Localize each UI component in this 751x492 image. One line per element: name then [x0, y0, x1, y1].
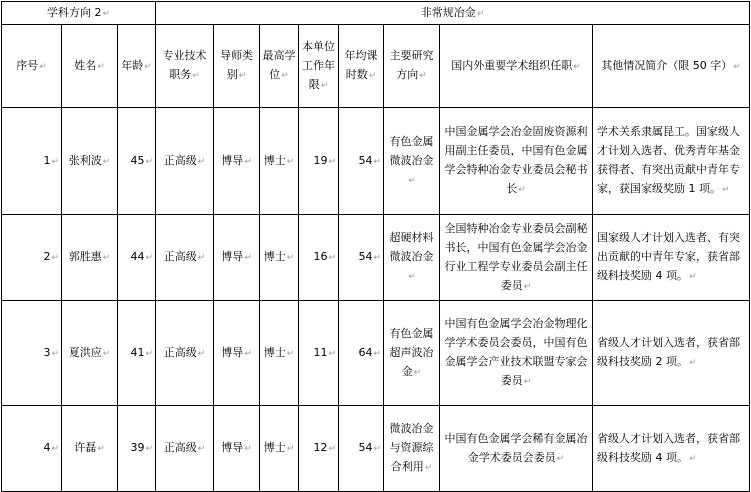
cell-research — [384, 301, 440, 406]
cell-years — [299, 108, 339, 215]
paragraph-mark: ↵ — [97, 444, 105, 454]
col-seq-text: 序号 — [16, 58, 39, 72]
col-years — [299, 25, 339, 108]
cell-degree-text: 博士 — [263, 441, 286, 454]
paragraph-mark: ↵ — [373, 253, 382, 263]
cell-name-text: 许磊 — [74, 441, 97, 454]
cell-years-text: 12 — [313, 441, 328, 454]
paragraph-mark: ↵ — [102, 348, 111, 359]
cell-name-text: 夏洪应 — [68, 345, 102, 359]
cell-age-text: 41 — [130, 345, 145, 359]
cell-age-text: 44 — [130, 250, 145, 263]
cell-research — [384, 215, 440, 301]
paragraph-mark: ↵ — [51, 156, 59, 167]
cell-seq-text: 2 — [43, 250, 51, 263]
cell-age-text: 39 — [130, 441, 145, 454]
paragraph-mark: ↵ — [424, 463, 433, 473]
table-row — [2, 215, 750, 301]
paragraph-mark: ↵ — [244, 348, 252, 359]
cell-other-text: 学术关系隶属昆工。国家级人才计划入选者、优秀青年基金获得者、有突出贡献中青年专家，获国家级奖励 1 项。 — [597, 125, 741, 195]
cell-degree — [260, 108, 299, 215]
cell-org — [440, 108, 593, 215]
cell-age — [118, 406, 156, 492]
cell-hours-text: 54 — [358, 441, 373, 454]
paragraph-mark: ↵ — [51, 348, 59, 359]
cell-other-text: 省级人才计划入选者，获省部级科技奖励 4 项。 — [597, 431, 741, 464]
cell-name-text: 张利波 — [68, 153, 102, 167]
paragraph-mark: ↵ — [689, 272, 697, 282]
cell-research-text: 微波冶金与资源综合利用 — [389, 422, 434, 473]
cell-degree — [260, 215, 299, 301]
col-tutor-text: 导师类别 — [220, 49, 254, 81]
table-row — [2, 301, 750, 406]
paragraph-mark: ↵ — [197, 348, 206, 359]
paragraph-mark: ↵ — [373, 156, 382, 167]
paragraph-mark: ↵ — [328, 156, 337, 167]
cell-title — [156, 215, 214, 301]
cell-org — [440, 406, 593, 492]
paragraph-mark: ↵ — [523, 281, 532, 292]
table-row — [2, 108, 750, 215]
cell-hours-text: 64 — [358, 345, 373, 359]
cell-hours-text: 54 — [358, 153, 373, 167]
col-name — [62, 25, 118, 108]
paragraph-mark: ↵ — [197, 156, 206, 167]
cell-seq — [2, 301, 62, 406]
col-name-text: 姓名 — [74, 58, 97, 72]
cell-research — [384, 406, 440, 492]
cell-title — [156, 301, 214, 406]
cell-years-text: 19 — [313, 153, 328, 167]
paragraph-mark: ↵ — [197, 444, 206, 454]
paragraph-mark: ↵ — [320, 80, 329, 91]
cell-org — [440, 215, 593, 301]
cell-name — [62, 215, 118, 301]
col-years-text: 本单位工作年限 — [302, 39, 336, 91]
cell-age-text: 45 — [130, 153, 145, 167]
paragraph-mark: ↵ — [413, 367, 422, 378]
cell-age — [118, 215, 156, 301]
cell-org-text: 中国有色金属学会冶金物理化学学术委员会委员，中国有色金属学会产业技术联盟专家会委员 — [444, 317, 588, 387]
paragraph-mark: ↵ — [144, 61, 152, 72]
cell-title-text: 正高级 — [163, 250, 197, 263]
cell-hours-text: 54 — [358, 250, 373, 263]
cell-age — [118, 301, 156, 406]
paragraph-mark: ↵ — [373, 348, 382, 359]
group-header-right — [156, 2, 750, 25]
col-research-text: 主要研究方向 — [389, 49, 434, 81]
cell-degree-text: 博士 — [263, 153, 286, 167]
cell-name-text: 郭胜惠 — [68, 250, 102, 263]
paragraph-mark: ↵ — [51, 444, 59, 454]
column-header-row — [2, 25, 750, 108]
paragraph-mark: ↵ — [286, 156, 295, 167]
cell-seq — [2, 215, 62, 301]
cell-research-text: 有色金属超声波冶金 — [389, 326, 434, 378]
col-degree — [260, 25, 299, 108]
group-header-left — [2, 2, 156, 25]
cell-years-text: 16 — [313, 250, 328, 263]
col-hours — [339, 25, 384, 108]
paragraph-mark: ↵ — [476, 8, 485, 19]
cell-org — [440, 301, 593, 406]
cell-seq-text: 4 — [43, 441, 51, 454]
paragraph-mark: ↵ — [408, 272, 416, 282]
col-other — [593, 25, 750, 108]
table-row — [2, 406, 750, 492]
paragraph-mark: ↵ — [97, 61, 105, 72]
paragraph-mark: ↵ — [286, 253, 295, 263]
cell-other-text: 国家级人才计划入选者、有突出贡献的中青年专家，获省部级科技奖励 4 项。 — [597, 231, 741, 282]
paragraph-mark: ↵ — [102, 253, 111, 263]
cell-tutor — [214, 406, 260, 492]
faculty-table — [1, 1, 750, 492]
col-other-text: 其他情况简介（限 50 字） — [601, 58, 733, 72]
cell-years — [299, 215, 339, 301]
cell-other — [593, 108, 750, 215]
cell-age — [118, 108, 156, 215]
cell-research-text: 有色金属微波冶金 — [389, 134, 434, 167]
col-hours-text: 年均课时数 — [344, 49, 378, 81]
cell-years — [299, 406, 339, 492]
cell-name — [62, 406, 118, 492]
col-seq — [2, 25, 62, 108]
cell-title — [156, 108, 214, 215]
cell-title-text: 正高级 — [163, 345, 197, 359]
paragraph-mark: ↵ — [733, 61, 741, 72]
cell-seq — [2, 108, 62, 215]
cell-years-text: 11 — [313, 345, 328, 359]
paragraph-mark: ↵ — [281, 71, 289, 81]
paragraph-mark: ↵ — [102, 156, 111, 167]
paragraph-mark: ↵ — [192, 71, 200, 81]
cell-other — [593, 406, 750, 492]
cell-org-text: 全国特种冶金专业委员会副秘书长，中国有色金属学会冶金行业工程学专业委员会副主任委员 — [444, 221, 588, 292]
cell-other-text: 省级人才计划入选者，获省部级科技奖励 2 项。 — [597, 336, 741, 368]
cell-org-text: 中国有色金属学会稀有金属冶金学术委员会委员 — [444, 431, 588, 464]
cell-other — [593, 301, 750, 406]
paragraph-mark: ↵ — [286, 348, 295, 359]
paragraph-mark: ↵ — [286, 444, 295, 454]
cell-hours — [339, 215, 384, 301]
paragraph-mark: ↵ — [328, 253, 337, 263]
cell-title — [156, 406, 214, 492]
col-org — [440, 25, 593, 108]
paragraph-mark: ↵ — [39, 61, 47, 72]
cell-hours — [339, 406, 384, 492]
cell-tutor — [214, 301, 260, 406]
col-degree-text: 最高学位 — [262, 49, 296, 81]
cell-tutor-text: 博导 — [221, 153, 244, 167]
cell-years — [299, 301, 339, 406]
col-org-text: 国内外重要学术组织任职 — [451, 58, 573, 72]
cell-degree — [260, 406, 299, 492]
cell-seq-text: 3 — [43, 345, 51, 359]
paragraph-mark: ↵ — [145, 348, 154, 359]
paragraph-mark: ↵ — [373, 444, 382, 454]
cell-seq-text: 1 — [43, 153, 51, 167]
col-age — [118, 25, 156, 108]
paragraph-mark: ↵ — [573, 61, 581, 72]
paragraph-mark: ↵ — [518, 185, 526, 195]
cell-research — [384, 108, 440, 215]
cell-org-text: 中国金属学会冶金固废资源利用副主任委员，中国有色金属学会特种冶金专业委员会秘书长 — [444, 125, 588, 195]
cell-other — [593, 215, 750, 301]
paragraph-mark: ↵ — [556, 453, 565, 464]
paragraph-mark: ↵ — [328, 444, 337, 454]
paragraph-mark: ↵ — [419, 71, 427, 81]
cell-hours — [339, 301, 384, 406]
paragraph-mark: ↵ — [408, 175, 416, 186]
col-research — [384, 25, 440, 108]
paragraph-mark: ↵ — [197, 253, 206, 263]
paragraph-mark: ↵ — [244, 444, 252, 454]
cell-seq — [2, 406, 62, 492]
paragraph-mark: ↵ — [145, 253, 154, 263]
col-age-text: 年龄 — [121, 58, 144, 72]
group-header-row — [2, 2, 750, 25]
cell-tutor-text: 博导 — [221, 250, 244, 263]
group-header-left-text: 学科方向 2 — [46, 5, 102, 19]
paragraph-mark: ↵ — [689, 358, 697, 368]
cell-tutor-text: 博导 — [221, 441, 244, 454]
paragraph-mark: ↵ — [51, 253, 59, 263]
cell-degree — [260, 301, 299, 406]
cell-research-text: 超硬材料微波冶金 — [389, 231, 434, 263]
cell-degree-text: 博士 — [263, 250, 286, 263]
group-header-right-text: 非常规冶金 — [420, 5, 476, 19]
col-title-text: 专业技术职务 — [162, 49, 207, 81]
paragraph-mark: ↵ — [244, 156, 252, 167]
cell-tutor — [214, 108, 260, 215]
paragraph-mark: ↵ — [145, 444, 154, 454]
paragraph-mark: ↵ — [328, 348, 337, 359]
paragraph-mark: ↵ — [102, 8, 111, 19]
paragraph-mark: ↵ — [689, 453, 697, 464]
cell-title-text: 正高级 — [163, 441, 197, 454]
cell-name — [62, 108, 118, 215]
paragraph-mark: ↵ — [244, 253, 252, 263]
cell-hours — [339, 108, 384, 215]
paragraph-mark: ↵ — [145, 156, 154, 167]
cell-name — [62, 301, 118, 406]
cell-tutor-text: 博导 — [221, 345, 244, 359]
paragraph-mark: ↵ — [238, 71, 247, 81]
col-title — [156, 25, 214, 108]
paragraph-mark: ↵ — [368, 71, 377, 81]
paragraph-mark: ↵ — [523, 377, 532, 387]
col-tutor — [214, 25, 260, 108]
cell-tutor — [214, 215, 260, 301]
cell-title-text: 正高级 — [163, 153, 197, 167]
paragraph-mark: ↵ — [722, 185, 730, 195]
cell-degree-text: 博士 — [263, 345, 286, 359]
